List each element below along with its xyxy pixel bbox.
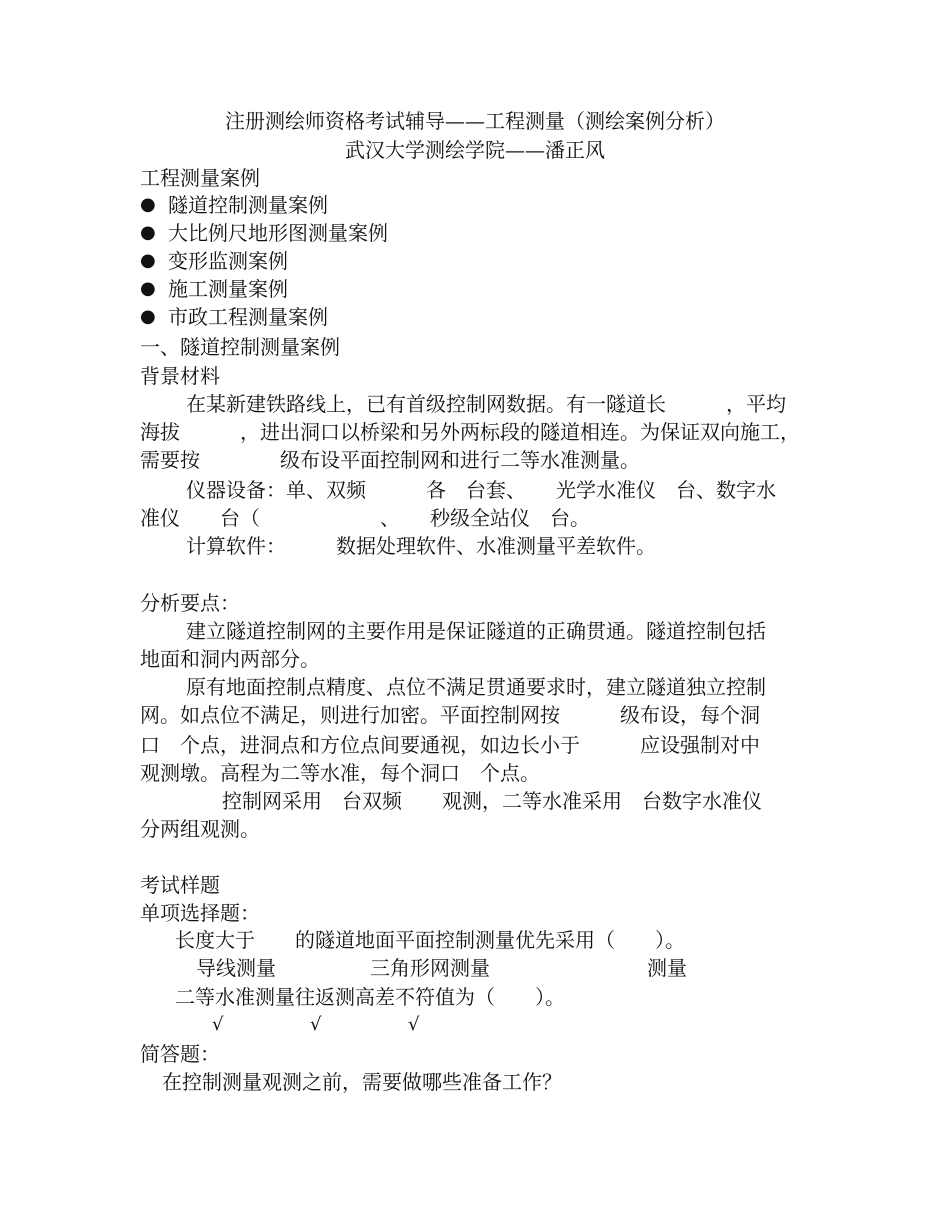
question-text: 长度大于 的隧道地面平面控制测量优先采用（ ）。 (175, 928, 685, 952)
paragraph-line: 海拔 ，进出洞口以桥梁和另外两标段的隧道相连。为保证双向施工， (140, 420, 800, 444)
paragraph-line: 在某新建铁路线上，已有首级控制网数据。有一隧道长 ，平均 (186, 392, 786, 416)
list-item-label: 施工测量案例 (168, 277, 288, 301)
subsection-heading: 考试样题 (140, 873, 220, 897)
paragraph-line: 准仪 台（ 、 秒级全站仪 台。 (140, 506, 590, 530)
sqrt-icon: √ (408, 1014, 420, 1035)
paragraph-line: 控制网采用 台双频 观测，二等水准采用 台数字水准仪 (222, 789, 762, 813)
bullet-icon: ● (140, 194, 156, 215)
bullet-icon: ● (140, 222, 156, 243)
paragraph-line: 分两组观测。 (140, 817, 260, 841)
sqrt-icon: √ (310, 1014, 322, 1035)
subsection-heading: 背景材料 (140, 364, 220, 388)
subsection-heading: 分析要点： (140, 591, 240, 615)
intro-heading: 工程测量案例 (140, 166, 260, 190)
bullet-icon: ● (140, 306, 156, 327)
option-label: 三角形网测量 (370, 956, 490, 980)
paragraph-line: 需要按 级布设平面控制网和进行二等水准测量。 (140, 448, 640, 472)
list-item-label: 市政工程测量案例 (168, 305, 328, 329)
option-label: 测量 (647, 956, 687, 980)
section-heading: 一、隧道控制测量案例 (140, 335, 340, 359)
sqrt-icon: √ (212, 1014, 224, 1035)
document-title: 注册测绘师资格考试辅导——工程测量（测绘案例分析） (225, 109, 725, 133)
paragraph-line: 仪器设备：单、双频 各 台套、 光学水准仪 台、数字水 (186, 478, 776, 502)
question-text: 在控制测量观测之前，需要做哪些准备工作？ (162, 1070, 562, 1094)
list-item-label: 变形监测案例 (168, 249, 288, 273)
question-type-heading: 简答题： (140, 1042, 220, 1066)
paragraph-line: 原有地面控制点精度、点位不满足贯通要求时，建立隧道独立控制 (186, 675, 766, 699)
document-author: 武汉大学测绘学院——潘正风 (345, 138, 605, 162)
option-label: 导线测量 (196, 956, 276, 980)
bullet-icon: ● (140, 278, 156, 299)
paragraph-line: 建立隧道控制网的主要作用是保证隧道的正确贯通。隧道控制包括 (186, 619, 766, 643)
question-type-heading: 单项选择题： (140, 901, 260, 925)
paragraph-line: 网。如点位不满足，则进行加密。平面控制网按 级布设，每个洞 (140, 703, 760, 727)
paragraph-line: 计算软件： 数据处理软件、水准测量平差软件。 (186, 534, 656, 558)
paragraph-line: 观测墩。高程为二等水准，每个洞口 个点。 (140, 761, 540, 785)
paragraph-line: 地面和洞内两部分。 (140, 647, 320, 671)
list-item-label: 大比例尺地形图测量案例 (168, 221, 388, 245)
paragraph-line: 口 个点，进洞点和方位点间要通视，如边长小于 应设强制对中 (140, 733, 760, 757)
question-text: 二等水准测量往返测高差不符值为（ ）。 (175, 985, 565, 1009)
bullet-icon: ● (140, 250, 156, 271)
list-item-label: 隧道控制测量案例 (168, 193, 328, 217)
